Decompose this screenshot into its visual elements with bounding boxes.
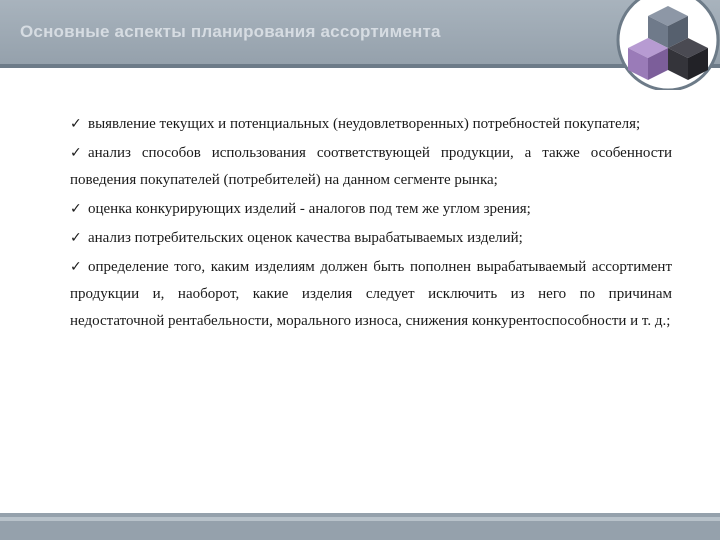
list-item: ✓ анализ потребительских оценок качества вырабатываемых изделий; [70, 225, 672, 252]
checkmark-icon: ✓ [70, 259, 82, 275]
list-item: ✓ оценка конкурирующих изделий - аналогов под тем же углом зрения; [70, 196, 672, 223]
checkmark-icon: ✓ [70, 201, 82, 217]
checkmark-icon: ✓ [70, 145, 82, 161]
footer-divider [0, 517, 720, 521]
cubes-logo-icon [616, 0, 720, 90]
page-title: Основные аспекты планирования ассортимента [20, 22, 441, 41]
aspects-list [70, 111, 672, 337]
header-divider [0, 64, 720, 68]
list-item: ✓ определение того, каким изделиям должен быть пополнен вырабатываемый ассортимент продукции и, наоборот, какие изделия следует исключить из него по причинам недостаточной рентабельности, морального износа, снижения конкурентоспособности и т. д.; [70, 254, 672, 335]
checkmark-icon: ✓ [70, 116, 82, 132]
list-item: ✓ анализ способов использования соответствующей продукции, а также особенности поведения покупателей (потребителей) на данном сегменте рынка; [70, 140, 672, 194]
list-item: ✓ выявление текущих и потенциальных (неудовлетворенных) потребностей покупателя; [70, 111, 672, 138]
checkmark-icon: ✓ [70, 230, 82, 246]
